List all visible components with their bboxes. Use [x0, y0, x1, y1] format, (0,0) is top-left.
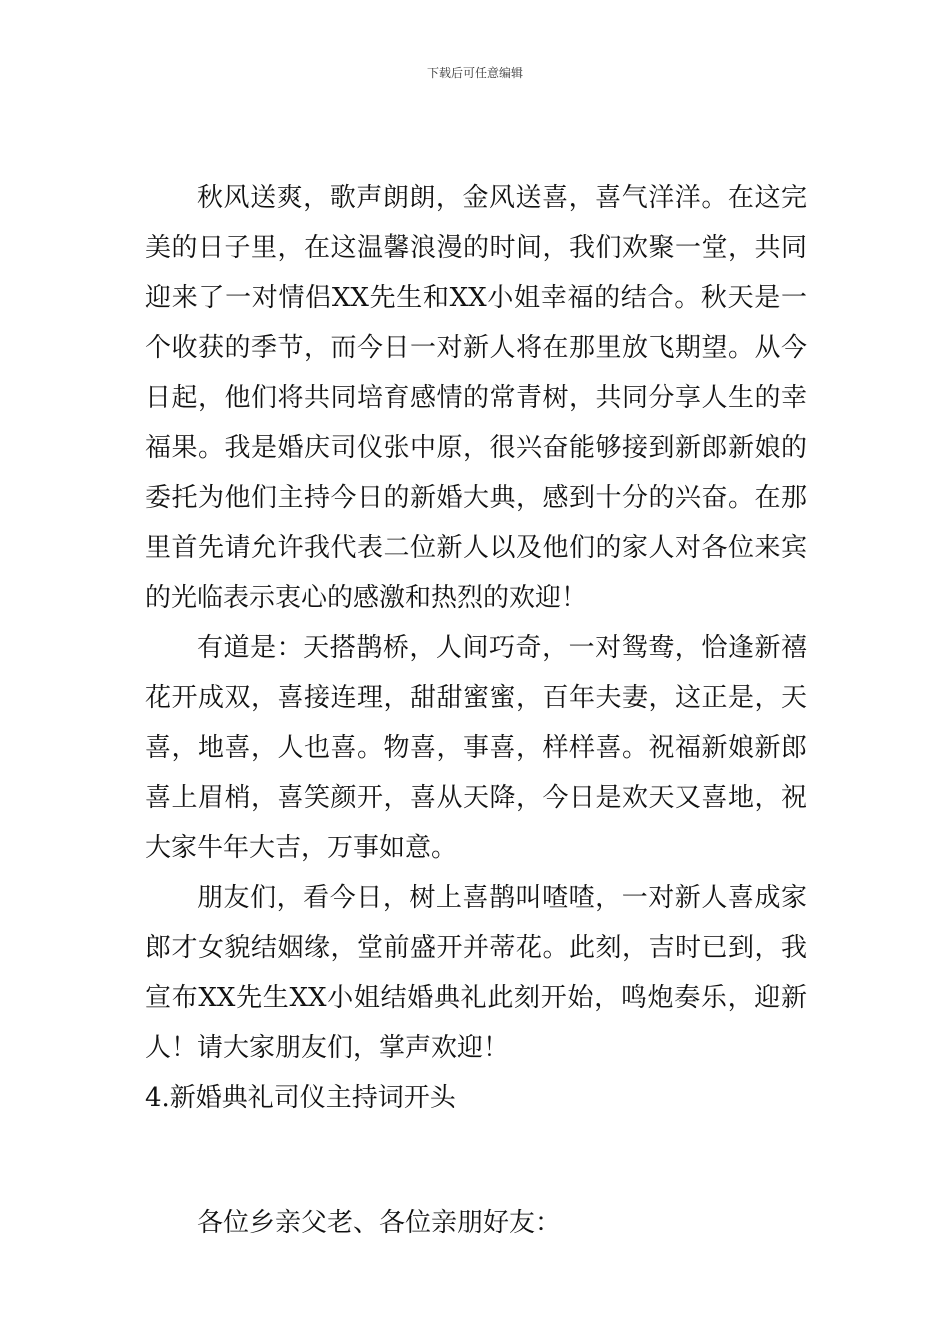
section-spacer — [145, 1123, 807, 1198]
section-heading: 4.新婚典礼司仪主持词开头 — [145, 1083, 456, 1113]
document-body — [145, 173, 807, 1248]
paragraph-blessing: 有道是：天搭鹊桥，人间巧奇，一对鸳鸯，恰逢新禧花开成双，喜接连理，甜甜蜜蜜，百年夫妻，这正是，天喜，地喜，人也喜。物喜，事喜，样样喜。祝福新娘新郎喜上眉梢，喜笑颜开，喜从天降，今日是欢天又喜地，祝大家牛年大吉，万事如意。 — [145, 633, 807, 863]
greeting-line: 各位乡亲父老、各位亲朋好友： — [197, 1208, 562, 1238]
page-header-note: 下载后可任意编辑 — [426, 66, 523, 80]
paragraph-opening: 秋风送爽，歌声朗朗，金风送喜，喜气洋洋。在这完美的日子里，在这温馨浪漫的时间，我们欢聚一堂，共同迎来了一对情侣XX先生和XX小姐幸福的结合。秋天是一个收获的季节，而今日一对新人将在那里放飞期望。从今日起，他们将共同培育感情的常青树，共同分享人生的幸福果。我是婚庆司仪张中原，很兴奋能够接到新郎新娘的委托为他们主持今日的新婚大典，感到十分的兴奋。在那里首先请允许我代表二位新人以及他们的家人对各位来宾的光临表示衷心的感激和热烈的欢迎！ — [145, 183, 807, 613]
paragraph-announcement: 朋友们，看今日，树上喜鹊叫喳喳，一对新人喜成家郎才女貌结姻缘，堂前盛开并蒂花。此刻，吉时已到，我宣布XX先生XX小姐结婚典礼此刻开始，鸣炮奏乐，迎新人！请大家朋友们，掌声欢迎！ — [145, 883, 807, 1063]
